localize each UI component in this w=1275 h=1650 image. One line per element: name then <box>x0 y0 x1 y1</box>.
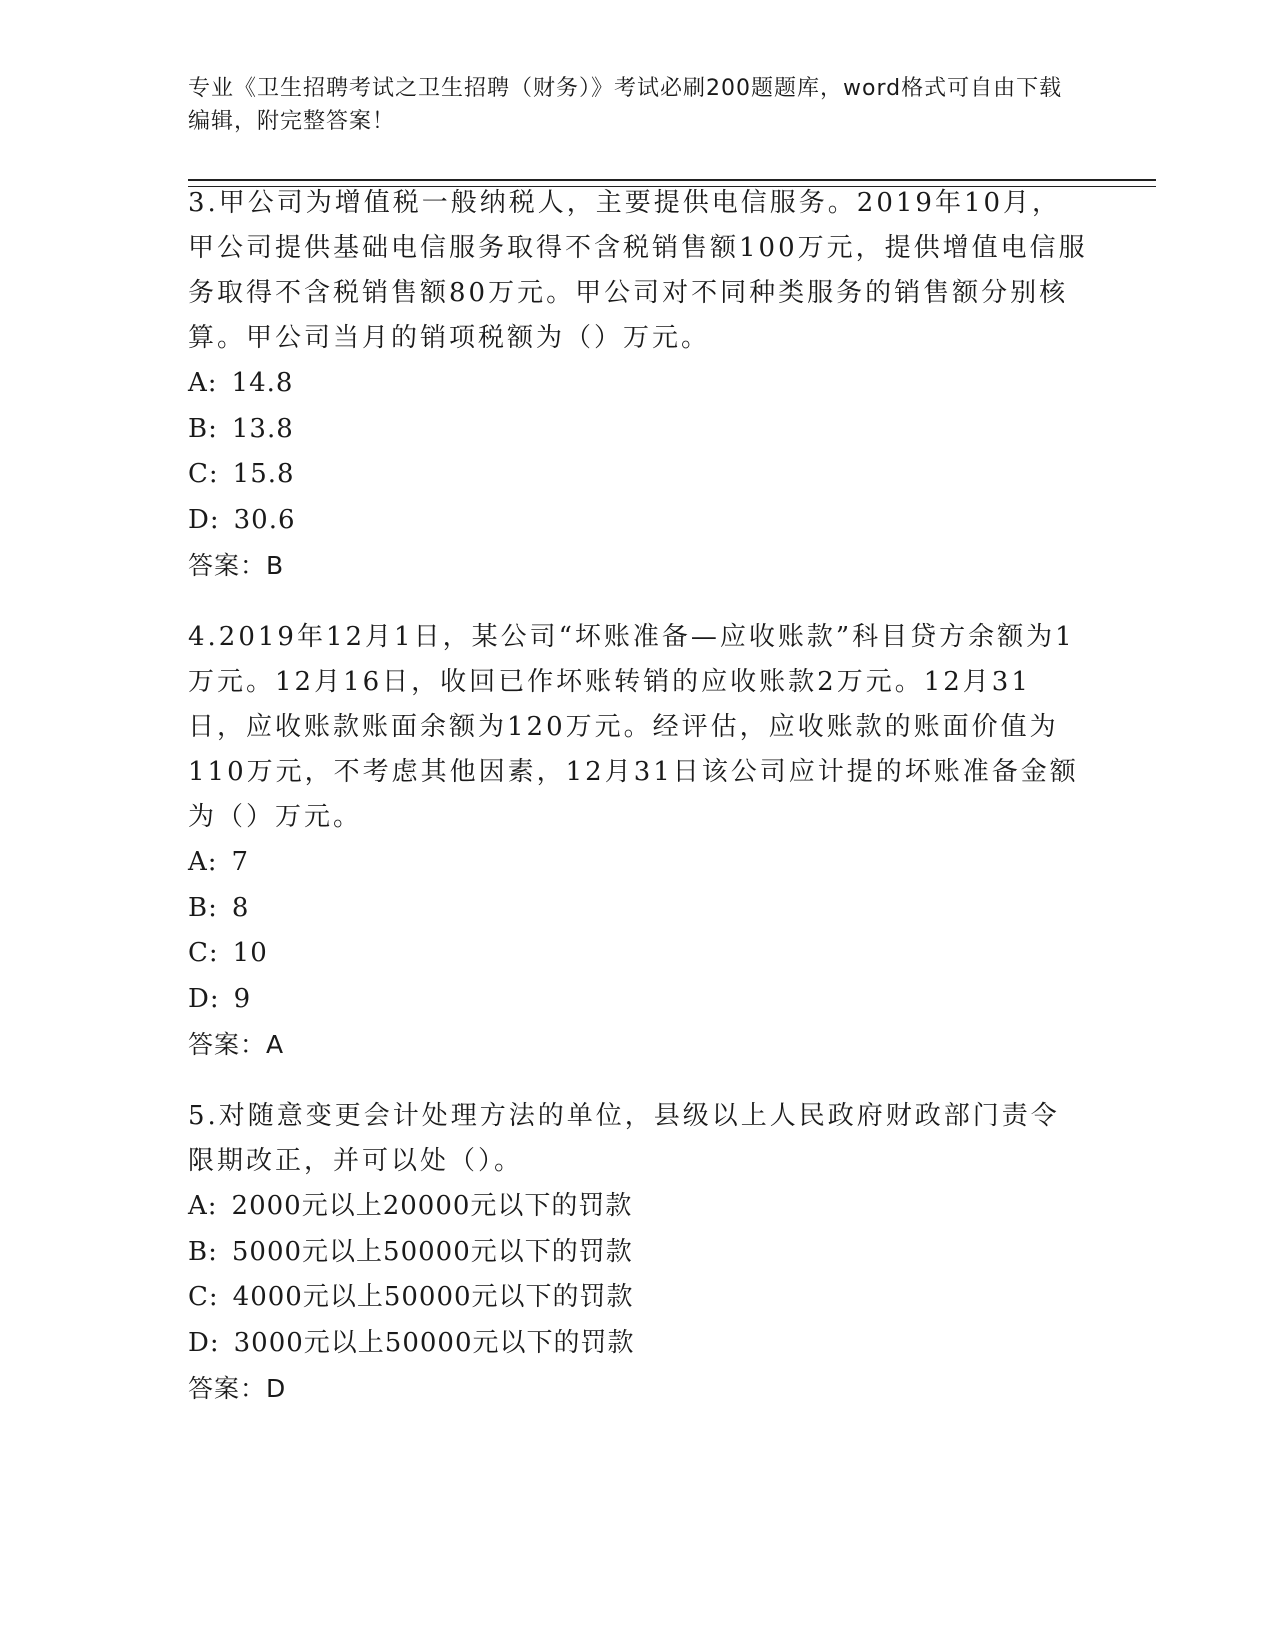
option-text: 14.8 <box>231 368 294 398</box>
question-stem: 5.对随意变更会计处理方法的单位，县级以上人民政府财政部门责令限期改正，并可以处（）。 <box>188 1101 1060 1176</box>
option-d <box>188 977 1088 1023</box>
option-a <box>188 840 1088 886</box>
option-letter: A: <box>188 368 218 398</box>
question-stem: 3.甲公司为增值税一般纳税人，主要提供电信服务。2019年10月，甲公司提供基础电信服务取得不含税销售额100万元，提供增值电信服务取得不含税销售额80万元。甲公司对不同种类服务的销售额分别核算。甲公司当月的销项税额为（）万元。 <box>188 188 1088 353</box>
option-letter: C: <box>188 459 219 489</box>
answer-line: 答案：A <box>188 1030 285 1059</box>
answer-line: 答案：B <box>188 551 285 580</box>
option-letter: C: <box>188 1282 219 1312</box>
document-header: 专业《卫生招聘考试之卫生招聘（财务）》考试必刷200题题库，word格式可自由下载编辑，附完整答案！ <box>188 76 1063 134</box>
option-text: 9 <box>233 983 252 1014</box>
option-letter: A: <box>188 847 218 877</box>
option-text: 7 <box>231 847 250 877</box>
option-text: 4000元以上50000元以下的罚款 <box>232 1282 634 1312</box>
option-text: 13.8 <box>231 413 294 444</box>
option-d <box>188 498 1088 544</box>
option-b <box>188 886 1088 932</box>
answer-line: 答案：D <box>188 1374 287 1403</box>
question-3 <box>188 181 1088 589</box>
option-b <box>188 407 1088 453</box>
option-text: 8 <box>231 892 250 923</box>
option-text: 5000元以上50000元以下的罚款 <box>231 1236 633 1267</box>
option-text: 10 <box>232 938 268 968</box>
option-d <box>188 1321 1088 1367</box>
option-a <box>188 361 1088 407</box>
option-letter: D: <box>188 1327 220 1358</box>
question-stem: 4.2019年12月1日，某公司“坏账准备—应收账款”科目贷方余额为1万元。12月16日，收回已作坏账转销的应收账款2万元。12月31日，应收账款账面余额为120万元。经评估，应收账款的账面价值为110万元，不考虑其他因素，12月31日该公司应计提的坏账准备金额为（）万元。 <box>188 622 1079 832</box>
option-text: 2000元以上20000元以下的罚款 <box>231 1191 633 1221</box>
option-letter: D: <box>188 983 220 1014</box>
option-text: 30.6 <box>233 504 296 535</box>
option-a <box>188 1184 1088 1230</box>
option-b <box>188 1230 1088 1276</box>
option-letter: B: <box>188 1236 218 1267</box>
option-c <box>188 452 1088 498</box>
question-4 <box>188 615 1088 1068</box>
option-text: 15.8 <box>232 459 295 489</box>
option-letter: C: <box>188 938 219 968</box>
option-text: 3000元以上50000元以下的罚款 <box>233 1327 635 1358</box>
option-c <box>188 931 1088 977</box>
question-5 <box>188 1094 1088 1412</box>
option-letter: D: <box>188 504 220 535</box>
option-letter: B: <box>188 413 218 444</box>
option-c <box>188 1275 1088 1321</box>
option-letter: B: <box>188 892 218 923</box>
option-letter: A: <box>188 1191 218 1221</box>
